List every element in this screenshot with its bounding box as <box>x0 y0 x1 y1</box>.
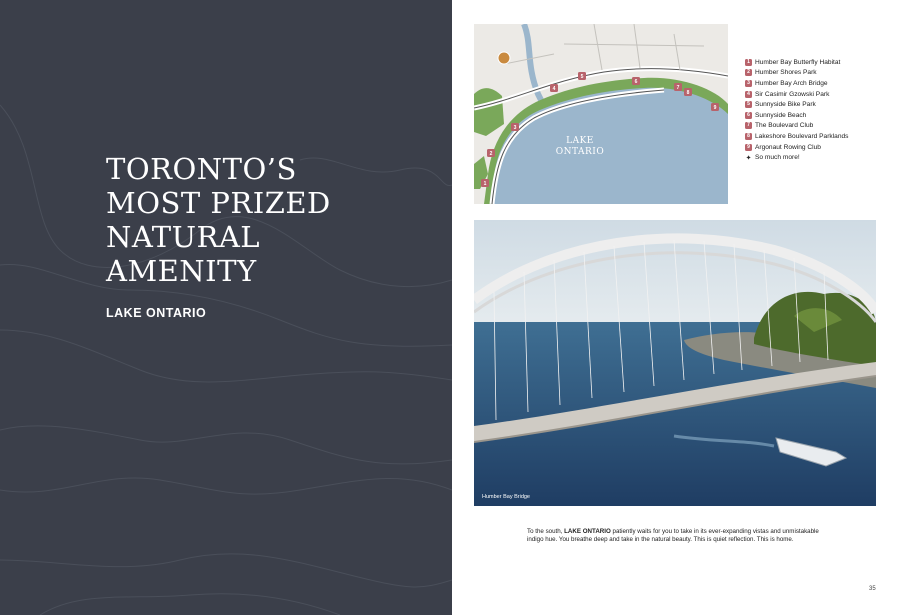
legend-label: So much more! <box>755 154 800 162</box>
body-emphasis: LAKE ONTARIO <box>564 528 611 535</box>
map-marker-label: 8 <box>686 90 690 96</box>
lake-label-line: ONTARIO <box>555 147 605 157</box>
legend-label: Lakeshore Boulevard Parklands <box>755 132 849 140</box>
body-text: patiently waits for you to take in its ever-expanding vistas and unmistakable indigo hue. You breathe deep and take in the natural beauty. This is quiet reflection. This is home. <box>527 528 819 543</box>
legend-label: Humber Shores Park <box>755 69 817 77</box>
legend-item <box>745 110 848 121</box>
legend-label: Humber Bay Butterfly Habitat <box>755 58 841 66</box>
section-subhead: LAKE ONTARIO <box>106 306 207 320</box>
legend-item <box>745 78 848 89</box>
lake-label <box>474 136 686 158</box>
body-text: To the south, <box>527 528 565 535</box>
location-pin-icon <box>498 52 510 64</box>
legend-label: Humber Bay Arch Bridge <box>755 79 828 87</box>
page-number: 35 <box>869 586 876 592</box>
legend-label: Sunnyside Beach <box>755 111 807 119</box>
sparkle-icon: ✦ <box>745 154 752 162</box>
map-marker-label: 6 <box>634 79 638 85</box>
map-marker-label: 1 <box>483 181 487 187</box>
legend-item <box>745 68 848 79</box>
map-marker-label: 3 <box>513 125 517 131</box>
page-headline <box>106 152 331 288</box>
headline-line: AMENITY <box>106 254 257 288</box>
photo-caption: Humber Bay Bridge <box>482 494 530 500</box>
legend-item <box>745 57 848 68</box>
legend-number: 7 <box>745 122 752 129</box>
map-marker-label: 5 <box>580 74 584 80</box>
legend-number: 9 <box>745 144 752 151</box>
legend-number: 2 <box>745 69 752 76</box>
map-marker-label: 7 <box>676 85 680 91</box>
legend-number: 1 <box>745 59 752 66</box>
legend-item <box>745 121 848 132</box>
legend-item <box>745 89 848 100</box>
legend-number: 3 <box>745 80 752 87</box>
legend-number: 5 <box>745 101 752 108</box>
legend-item <box>745 152 848 163</box>
legend-number: 4 <box>745 91 752 98</box>
body-paragraph <box>527 528 827 544</box>
legend-label: Sir Casimir Gzowski Park <box>755 90 830 98</box>
legend-item <box>745 142 848 153</box>
bridge-photo <box>474 220 876 506</box>
legend-label: Argonaut Rowing Club <box>755 143 821 151</box>
legend-item <box>745 131 848 142</box>
area-map <box>474 24 728 204</box>
legend-item <box>745 99 848 110</box>
map-marker-label: 2 <box>489 151 493 157</box>
map-marker-label: 9 <box>713 105 717 111</box>
headline-line: NATURAL <box>106 220 261 254</box>
headline-line: MOST PRIZED <box>106 186 331 220</box>
legend-number: 8 <box>745 133 752 140</box>
legend-number: 6 <box>745 112 752 119</box>
legend-label: Sunnyside Bike Park <box>755 101 816 109</box>
map-marker-label: 4 <box>552 86 556 92</box>
headline-line: TORONTO’S <box>106 152 297 186</box>
legend-label: The Boulevard Club <box>755 122 814 130</box>
lake-label-line: LAKE <box>566 136 594 146</box>
map-legend <box>745 57 848 163</box>
